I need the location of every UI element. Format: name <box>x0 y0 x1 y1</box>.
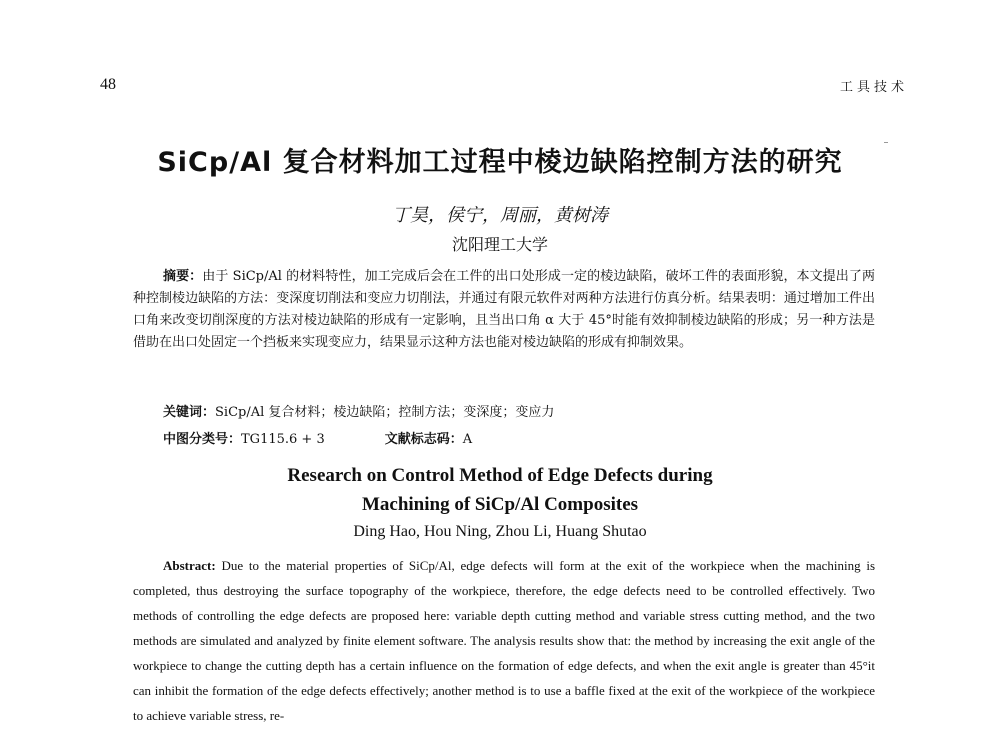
chinese-authors: 丁昊，侯宁，周丽，黄树涛 <box>392 205 608 226</box>
journal-name: 工具技术 <box>839 80 908 95</box>
english-abstract <box>133 553 875 728</box>
class-code: TG115.6 + 3 <box>241 432 325 447</box>
page-number: 48 <box>100 76 116 93</box>
chinese-abstract-text: 由于 SiCp/Al 的材料特性，加工完成后会在工件的出口处形成一定的棱边缺陷，破坏工件的表面形貌，本文提出了两种控制棱边缺陷的方法：变深度切削法和变应力切削法，并通过有限元软件对两种方法进行仿真分析。结果表明：通过增加工件出口角来改变切削深度的方法对棱边缺陷的形成有一定影响，且当出口角 α 大于 45°时能有效抑制棱边缺陷的形成；另一种方法是借助在出口处固定一个挡板来实现变应力，结果显示这种方法也能对棱边缺陷的形成有抑制效果。 <box>133 269 875 350</box>
chinese-abstract <box>133 266 875 354</box>
chinese-affiliation: 沈阳理工大学 <box>451 235 548 254</box>
english-abstract-label: Abstract: <box>163 558 216 573</box>
english-abstract-text: Due to the material properties of SiCp/Al, edge defects will form at the exit of the workpiece when the machining is completed, thus destroying the surface topography of the workpiece, therefore, the edge defects need to be controlled effectively. Two methods of controlling the edge defects are proposed here: variable depth cutting method and variable stress cutting method, and the two methods are simulated and analyzed by finite element software. The analysis results show that: the method by increasing the exit angle of the workpiece to change the cutting depth has a certain influence on the formation of edge defects, and when the exit angle is greater than 45°it can inhibit the formation of the edge defects effectively; another method is to use a baffle fixed at the exit of the workpiece of the workpiece to achieve variable stress, re- <box>133 558 875 723</box>
keywords-label: 关键词： <box>163 405 216 420</box>
doc-label: 文献标志码： <box>384 432 463 447</box>
chinese-abstract-label: 摘要： <box>163 269 203 284</box>
classification-line <box>163 428 472 447</box>
chinese-keywords <box>163 401 554 420</box>
keywords-text: SiCp/Al 复合材料；棱边缺陷；控制方法；变深度；变应力 <box>215 405 555 420</box>
chinese-title: SiCp/Al 复合材料加工过程中棱边缺陷控制方法的研究 <box>157 147 843 178</box>
english-title-line1: Research on Control Method of Edge Defects during <box>287 465 713 486</box>
doc-code: A <box>462 432 473 447</box>
class-label: 中图分类号： <box>163 432 242 447</box>
english-authors: Ding Hao, Hou Ning, Zhou Li, Huang Shutao <box>353 523 647 540</box>
english-title-line2: Machining of SiCp/Al Composites <box>361 494 639 515</box>
